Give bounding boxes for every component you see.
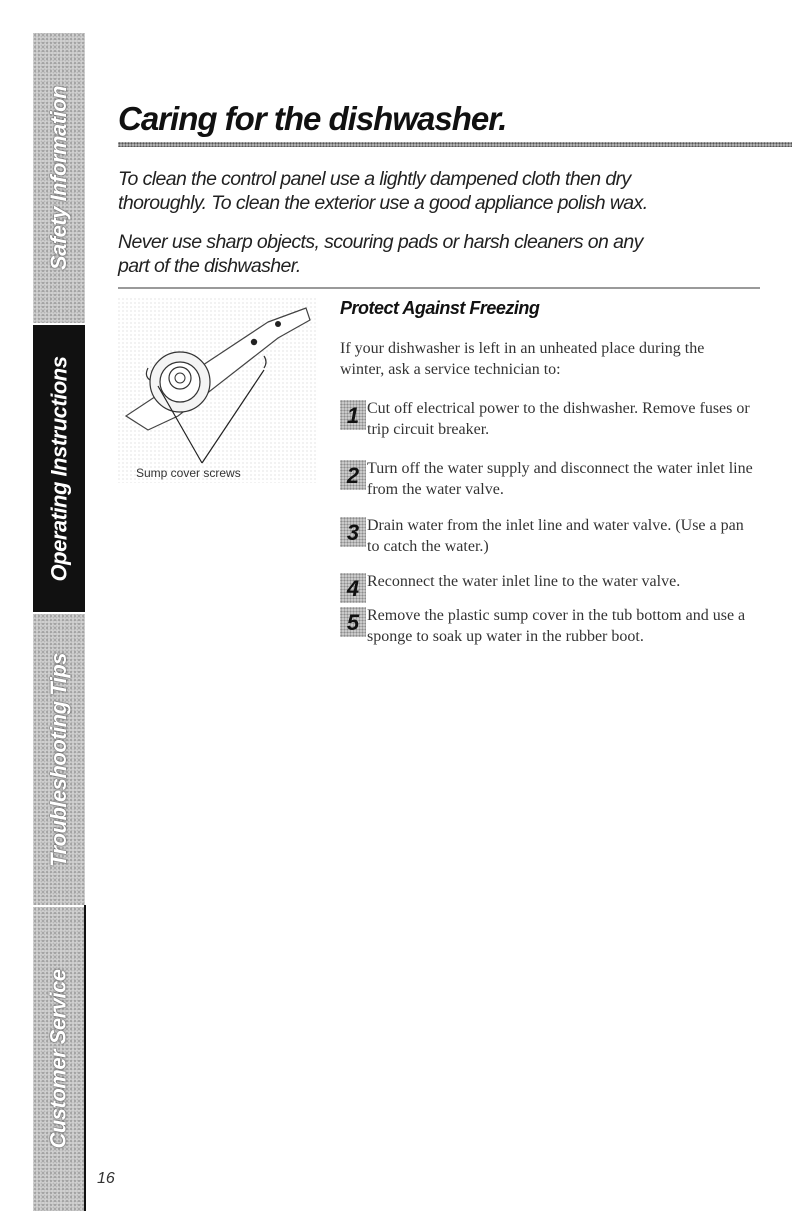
section-lead: If your dishwasher is left in an unheated place during the winter, ask a service technician to: — [340, 340, 705, 378]
tab-label: Operating Instructions — [46, 356, 72, 581]
sump-cover-illustration — [118, 298, 318, 483]
step-text: Turn off the water supply and disconnect the water inlet line from the water valve. — [367, 460, 753, 498]
step-text: Reconnect the water inlet line to the water valve. — [367, 573, 681, 590]
intro-paragraph-2: Never use sharp objects, scouring pads or harsh cleaners on any part of the dishwasher. — [118, 231, 643, 277]
step-number: 5 — [340, 607, 366, 637]
spray-arm-drawing — [118, 298, 318, 483]
tab-safety-information[interactable] — [33, 33, 85, 323]
tab-label: Troubleshooting Tips — [46, 652, 72, 867]
intro-paragraph-1: To clean the control panel use a lightly dampened cloth then dry thoroughly. To clean the exterior use a good appliance polish wax. — [118, 168, 648, 214]
page-number: 16 — [97, 1170, 115, 1187]
tab-label: Customer Service — [46, 969, 71, 1149]
section-title: Protect Against Freezing — [340, 298, 540, 318]
tab-operating-instructions[interactable] — [33, 325, 85, 612]
tab-label: Safety Information — [46, 85, 72, 271]
title-rule — [118, 142, 792, 147]
step-number: 2 — [340, 460, 366, 490]
page-title: Caring for the dishwasher. — [118, 100, 507, 137]
step-number: 3 — [340, 517, 366, 547]
section-rule — [118, 287, 760, 289]
step-text: Remove the plastic sump cover in the tub bottom and use a sponge to soak up water in the rubber boot. — [367, 607, 746, 645]
step-text: Drain water from the inlet line and water valve. (Use a pan to catch the water.) — [367, 517, 744, 555]
tab-troubleshooting-tips[interactable] — [33, 614, 85, 905]
step-number: 1 — [340, 400, 366, 430]
step-text: Cut off electrical power to the dishwasher. Remove fuses or trip circuit breaker. — [367, 400, 750, 438]
tab-divider — [84, 905, 86, 1211]
step-number: 4 — [340, 573, 366, 603]
sidebar — [33, 33, 85, 1211]
figure-caption: Sump cover screws — [136, 466, 241, 480]
tab-customer-service[interactable] — [33, 907, 85, 1211]
